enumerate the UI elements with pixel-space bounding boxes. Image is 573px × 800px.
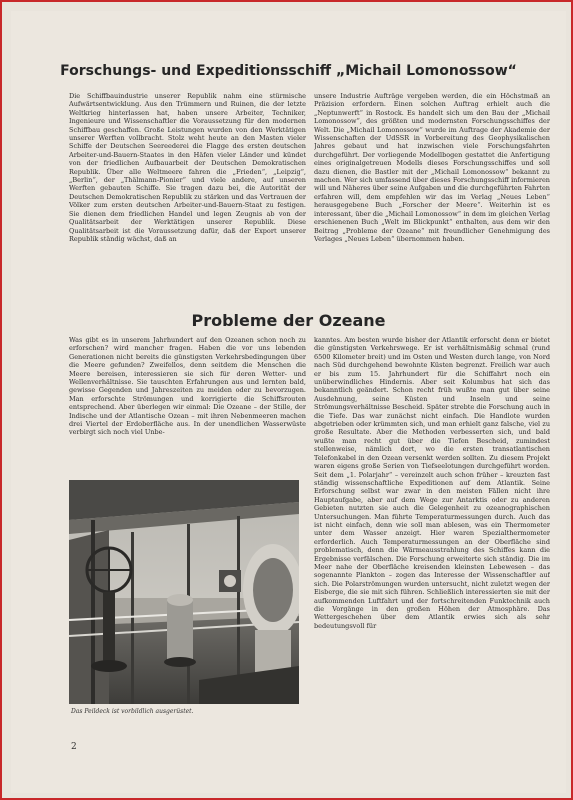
photo-caption: Das Peildeck ist vorbildlich ausgerüstet. [71, 708, 194, 715]
article-title-lomonossow: Forschungs- und Expeditionsschiff „Michail Lomonossow“ [60, 63, 517, 79]
ship-deck-photo [69, 480, 299, 704]
article1-text-right: unsere Industrie Aufträge vergeben werden, die ein Höchstmaß an Präzision erfordern. Einen solchen Auftrag erhielt auch die „Neptunwerft“ in Rostock. Es handelt sich um den Bau der „Michail Lomonossow“, des größten und modernsten Forschungsschiffes der Welt. Die „Michail Lomonossow“ wurde im Auftrage der Akademie der Wissenschaften der UdSSR in Vorbereitung des Geophysikalischen Jahres gebaut und hat inzwischen viele Forschungsfahrten durchgeführt. Der vorliegende Modellbogen gestattet die Anfertigung eines originalgetreuen Modells dieses Forschungsschiffes und soll dazu dienen, die Bastler mit der „Michail Lomonossow“ bekannt zu machen. Wer sich umfassend über dieses Forschungsschiff informieren will und Näheres über seine Aufgaben und die durchgeführten Fahrten erfahren will, dem empfehlen wir das im Verlag „Neues Leben“ herausgegebene Buch „Forscher der Meere“. Weiterhin ist es interessant, über die „Michail Lomonossow“ in dem im gleichen Verlag erschienenen Buch „Welt im Blickpunkt“ enthalten, aus dem wir den Beitrag „Probleme der Ozeane“ mit freundlicher Genehmigung des Verlages „Neues Leben“ übernommen haben. [314, 92, 550, 243]
article2-text-right: kanntes. Am besten wurde bisher der Atlantik erforscht denn er bietet die günstigsten Verkehrswege. Er ist verhältnismäßig schmal (rund 6500 Kilometer breit) und im Osten und Westen durch lange, von Nord nach Süd durchgehend bewohnte Küsten begrenzt. Freilich war auch er bis zum 15. Jahrhundert für die Schiffahrt noch ein unüberwindliches Hindernis. Aber seit Kolumbus hat sich das bekanntlich geändert. Schon recht früh wußte man gut über seine Ausdehnung, seine Küsten und Inseln und seine Strömungsverhältnisse Bescheid. Später strebte die Forschung auch in die Tiefe. Das war zunächst nicht einfach. Die Handlote wurden abgetrieben oder krümmten sich, und man erhielt ganz falsche, viel zu große Resultate. Aber die Methoden verbesserten sich, und bald wußte man recht gut über die Tiefen Bescheid, zumindest stellenweise, nämlich dort, wo die ersten transatlantischen Telefonkabel in den Ozean versenkt werden sollten. Zu diesem Projekt waren eigens große Serien von Tiefseelotungen durchgeführt worden. Seit dem „1. Polarjahr“ – vereinzelt auch schon früher – kreuzten fast ständig wissenschaftliche Expeditionen auf dem Atlantik. Seine Erforschung selbst war zwar in den meisten Fällen nicht ihre Hauptaufgabe, aber auf dem Wege zur Antarktis oder zu anderen Gebieten nutzten sie auch die Gelegenheit zu ozeanographischen Untersuchungen. Man führte Temperaturmessungen durch. Auch das ist nicht einfach, denn wie soll man ablesen, was ein Thermometer unter dem Wasser anzeigt. Hier waren Spezialthermometer erforderlich. Auch Temperaturmessungen an der Oberfläche sind problematisch, denn die Wärmeausstrahlung des Schiffes kann die Ergebnisse verfälschen. Die Forschung erweiterte sich ständig. Die im Meer nahe der Oberfläche kreisenden kleinsten Lebewesen – das sogenannte Plankton – zogen das Interesse der Wissenschaftler auf sich. Die Polarströmungen wurden untersucht, nicht zuletzt wegen der Eisberge, die sie mit sich führen. Schließlich interessierten sie mit der aufkommenden Luftfahrt und der fortschreitenden Funktechnik auch die Vorgänge in den großen Höhen der Atmosphäre. Das Wettergeschehen über dem Atlantik erwies sich als sehr bedeutungsvoll für [314, 336, 550, 630]
article2-column-left [69, 336, 306, 474]
article2-column-right [314, 336, 550, 744]
article1-text-left: Die Schiffbauindustrie unserer Republik nahm eine stürmische Aufwärtsentwicklung. Aus den Trümmern und Ruinen, die der letzte Weltkrieg hinterlassen hat, haben unsere Arbeiter, Techniker, Ingenieure und Wissenschaftler die Voraussetzung für den modernen Schiffbau geschaffen. Große Leistungen wurden von den Werktätigen unserer Werften vollbracht. Stolz weht heute an den Masten vieler Schiffe der Deutschen Seereederei die Flagge des ersten deutschen Arbeiter-und-Bauern-Staates in den Häfen vieler Länder und kündet von der friedlichen Aufbauarbeit der Deutschen Demokratischen Republik. Über alle Weltmeere fahren die „Frieden“, „Leipzig“, „Berlin“, der „Thälmann-Pionier“ und viele andere, auf unseren Werften gebauten Schiffe. Sie tragen dazu bei, die Autorität der Deutschen Demokratischen Republik zu stärken und das Vertrauen der Völker zum ersten deutschen Arbeiter-und-Bauern-Staat zu festigen. Sie dienen dem friedlichen Handel und legen Zeugnis ab von der Qualitätsarbeit der Werktätigen unserer Republik. Diese Qualitätsarbeit ist die Voraussetzung dafür, daß der Export unserer Republik ständig wächst, daß an [69, 92, 306, 243]
document-page [11, 11, 566, 793]
article1-column-right [314, 92, 550, 294]
article2-text-left: Was gibt es in unserem Jahrhundert auf den Ozeanen schon noch zu erforschen? wird mancher fragen. Haben die vor uns lebenden Generationen nicht bereits die günstigsten Verkehrsbedingungen über die Meere gefunden? Zweifellos, denn seitdem die Menschen die Meere bereisen, interessieren sie sich für deren Wetter- und Wellenverhältnisse. Sie tauschten Erfahrungen aus und lernten bald, gewisse Gegenden und Jahreszeiten zu meiden oder zu bevorzugen. Man erforschte Strömungen und korrigierte die Schiffsrouten entsprechend. Aber überlegen wir einmal: Die Ozeane – der Stille, der Indische und der Atlantische Ozean – mit ihren Nebenmeeren machen drei Viertel der Erdoberfläche aus. In der unendlichen Wasserwüste verbirgt sich noch viel Unbe- [69, 336, 306, 437]
page-number: 2 [71, 742, 77, 752]
article1-column-left [69, 92, 306, 294]
article-title-ozeane: Probleme der Ozeane [191, 311, 386, 330]
